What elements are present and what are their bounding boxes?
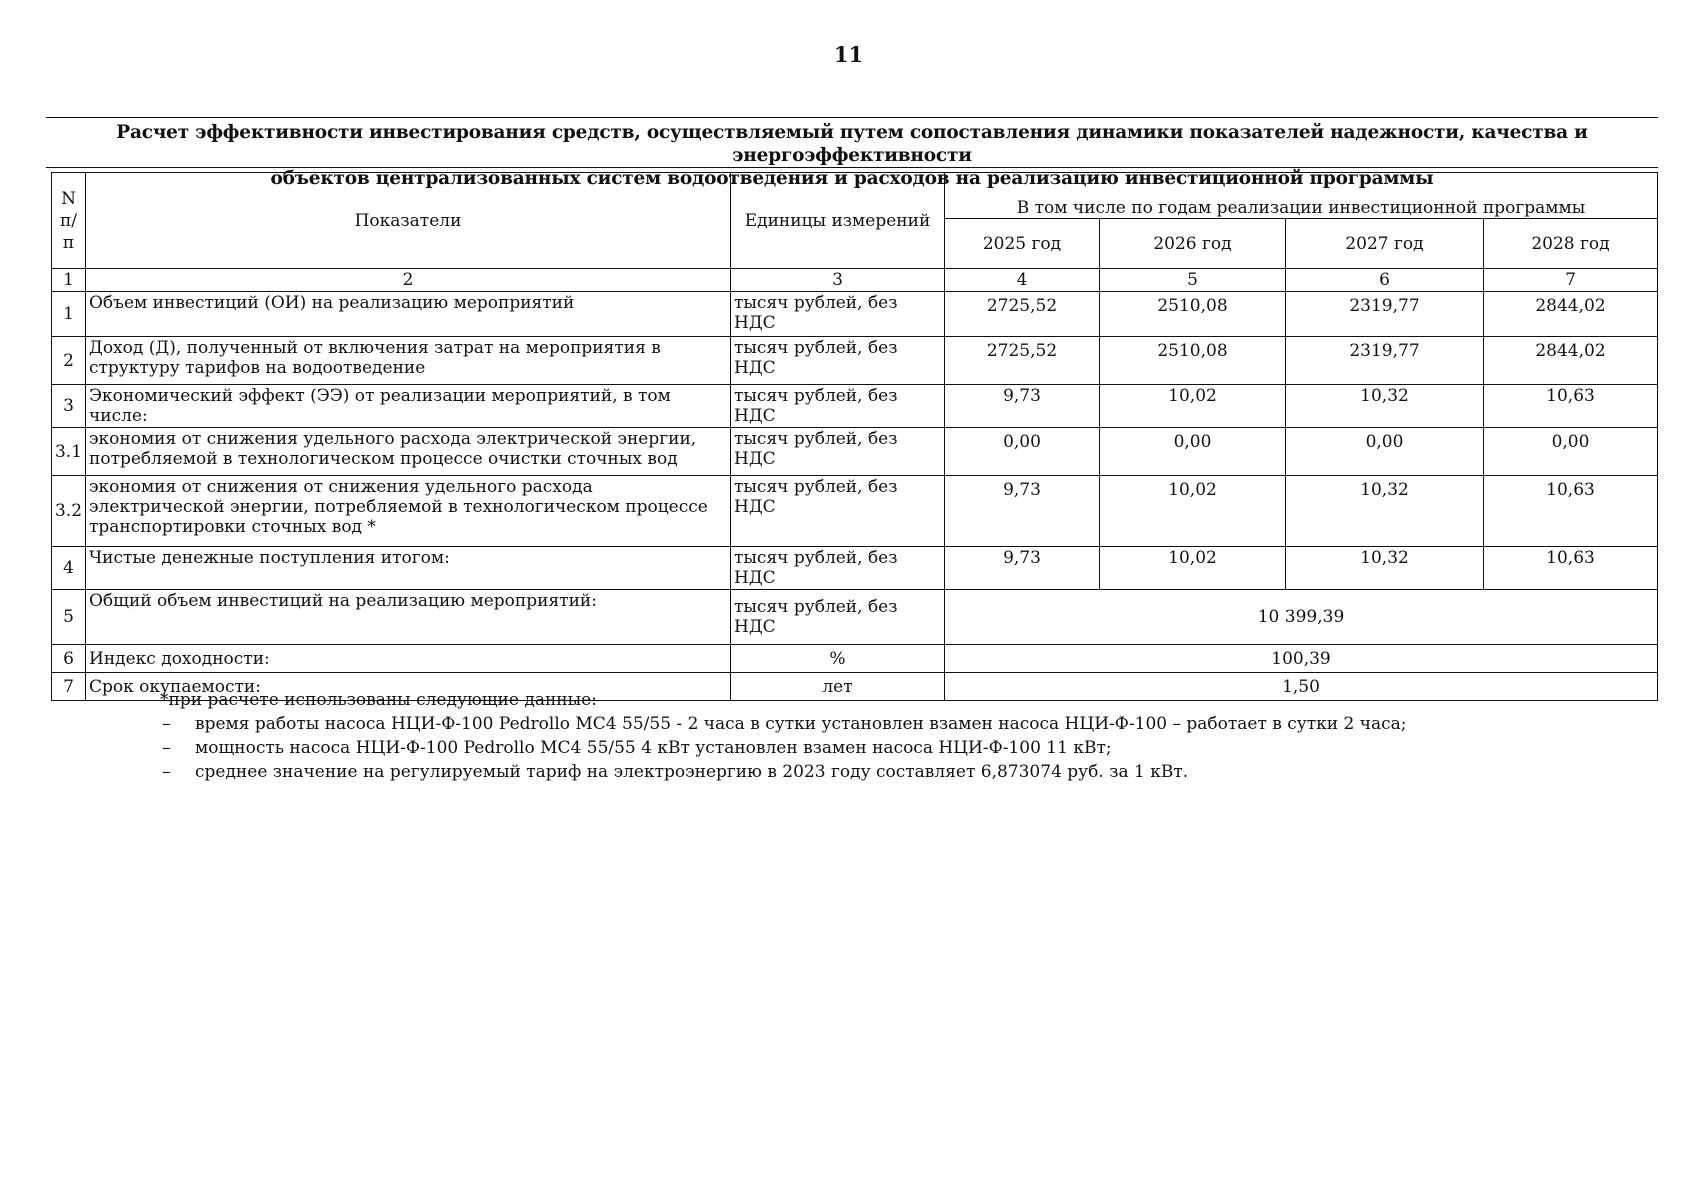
- row-value-2026: 10,02: [1100, 476, 1286, 547]
- row-value-2028: 0,00: [1484, 428, 1658, 476]
- row-units: тысяч рублей, без НДС: [731, 590, 945, 645]
- title-line-2: объектов централизованных систем водоотведения и расходов на реализацию инвестиционной программы: [270, 168, 1434, 189]
- row-value-2027: 10,32: [1286, 476, 1484, 547]
- footnote: [150, 688, 1407, 784]
- row-indicator: Общий объем инвестиций на реализацию мероприятий:: [86, 590, 731, 645]
- title-line-1: Расчет эффективности инвестирования средств, осуществляемый путем сопоставления динамики показателей надежности, качества и энергоэффективности: [116, 122, 1588, 166]
- row-number: 6: [52, 645, 86, 673]
- row-value-2026: 10,02: [1100, 547, 1286, 590]
- row-indicator: Доход (Д), полученный от включения затрат на мероприятия в структуру тарифов на водоотведение: [86, 337, 731, 385]
- header-units: Единицы измерений: [731, 173, 945, 269]
- row-value-2025: 2725,52: [945, 292, 1100, 337]
- row-indicator: Срок окупаемости:: [86, 673, 731, 701]
- col-number: 5: [1100, 269, 1286, 292]
- row-value-2025: 9,73: [945, 547, 1100, 590]
- row-units: тысяч рублей, без НДС: [731, 428, 945, 476]
- row-total: 1,50: [945, 673, 1658, 701]
- row-value-2028: 2844,02: [1484, 292, 1658, 337]
- row-number: 1: [52, 292, 86, 337]
- col-number: 7: [1484, 269, 1658, 292]
- row-value-2027: 10,32: [1286, 547, 1484, 590]
- table-row: [52, 547, 1658, 590]
- row-value-2025: 9,73: [945, 385, 1100, 428]
- row-indicator: экономия от снижения удельного расхода электрической энергии, потребляемой в технологическом процессе очистки сточных вод: [86, 428, 731, 476]
- row-indicator: Объем инвестиций (ОИ) на реализацию мероприятий: [86, 292, 731, 337]
- header-year-2027: 2027 год: [1286, 219, 1484, 269]
- table-row: [52, 476, 1658, 547]
- header-year-2025: 2025 год: [945, 219, 1100, 269]
- header-indicator: Показатели: [86, 173, 731, 269]
- header-num: N п/п: [52, 173, 86, 269]
- header-row-top: [52, 173, 1658, 219]
- row-number: 4: [52, 547, 86, 590]
- header-years-group: В том числе по годам реализации инвестиционной программы: [945, 173, 1658, 219]
- header-year-2028: 2028 год: [1484, 219, 1658, 269]
- header-year-2026: 2026 год: [1100, 219, 1286, 269]
- table-row: [52, 428, 1658, 476]
- row-total: 100,39: [945, 645, 1658, 673]
- column-numbers-row: [52, 269, 1658, 292]
- row-units: %: [731, 645, 945, 673]
- table-row: [52, 645, 1658, 673]
- row-value-2028: 2844,02: [1484, 337, 1658, 385]
- row-units: тысяч рублей, без НДС: [731, 337, 945, 385]
- page-number: 11: [833, 42, 864, 67]
- row-units: тысяч рублей, без НДС: [731, 292, 945, 337]
- dash-bullet: –: [162, 714, 171, 734]
- col-number: 4: [945, 269, 1100, 292]
- table-row: [52, 292, 1658, 337]
- row-value-2027: 2319,77: [1286, 292, 1484, 337]
- efficiency-table: [51, 172, 1658, 701]
- footnote-item-text: время работы насоса НЦИ-Ф-100 Pedrollo MC4 55/55 - 2 часа в сутки установлен взамен насоса НЦИ-Ф-100 – работает в сутки 2 часа;: [195, 714, 1407, 734]
- footnote-item-text: мощность насоса НЦИ-Ф-100 Pedrollo MC4 55/55 4 кВт установлен взамен насоса НЦИ-Ф-100 11 кВт;: [195, 738, 1112, 758]
- footnote-item: [150, 712, 1407, 736]
- row-value-2025: 9,73: [945, 476, 1100, 547]
- row-value-2028: 10,63: [1484, 547, 1658, 590]
- footnote-heading: *при расчете использованы следующие данные:: [160, 690, 597, 710]
- table-row: [52, 337, 1658, 385]
- title-rule: [46, 167, 1658, 168]
- row-value-2026: 2510,08: [1100, 292, 1286, 337]
- table-row: [52, 590, 1658, 645]
- dash-bullet: –: [162, 738, 171, 758]
- col-number: 2: [86, 269, 731, 292]
- row-value-2027: 0,00: [1286, 428, 1484, 476]
- row-number: 3: [52, 385, 86, 428]
- row-value-2026: 2510,08: [1100, 337, 1286, 385]
- row-number: 2: [52, 337, 86, 385]
- row-number: 7: [52, 673, 86, 701]
- row-units: тысяч рублей, без НДС: [731, 547, 945, 590]
- row-units: тысяч рублей, без НДС: [731, 385, 945, 428]
- row-number: 3.1: [52, 428, 86, 476]
- row-value-2025: 0,00: [945, 428, 1100, 476]
- row-value-2028: 10,63: [1484, 476, 1658, 547]
- row-value-2026: 0,00: [1100, 428, 1286, 476]
- row-value-2025: 2725,52: [945, 337, 1100, 385]
- col-number: 6: [1286, 269, 1484, 292]
- footnote-item: [150, 736, 1407, 760]
- row-indicator: Экономический эффект (ЭЭ) от реализации мероприятий, в том числе:: [86, 385, 731, 428]
- row-value-2028: 10,63: [1484, 385, 1658, 428]
- row-indicator: Индекс доходности:: [86, 645, 731, 673]
- row-indicator: Чистые денежные поступления итогом:: [86, 547, 731, 590]
- row-units: тысяч рублей, без НДС: [731, 476, 945, 547]
- top-rule: [46, 117, 1658, 118]
- row-indicator: экономия от снижения от снижения удельного расхода электрической энергии, потребляемой в технологическом процессе транспортировки сточных вод *: [86, 476, 731, 547]
- row-total: 10 399,39: [945, 590, 1658, 645]
- col-number: 1: [52, 269, 86, 292]
- row-number: 5: [52, 590, 86, 645]
- row-value-2027: 10,32: [1286, 385, 1484, 428]
- footnote-item: [150, 760, 1407, 784]
- row-number: 3.2: [52, 476, 86, 547]
- footnote-item-text: среднее значение на регулируемый тариф на электроэнергию в 2023 году составляет 6,873074 руб. за 1 кВт.: [195, 762, 1189, 782]
- col-number: 3: [731, 269, 945, 292]
- table-row: [52, 385, 1658, 428]
- row-units: лет: [731, 673, 945, 701]
- row-value-2027: 2319,77: [1286, 337, 1484, 385]
- dash-bullet: –: [162, 762, 171, 782]
- row-value-2026: 10,02: [1100, 385, 1286, 428]
